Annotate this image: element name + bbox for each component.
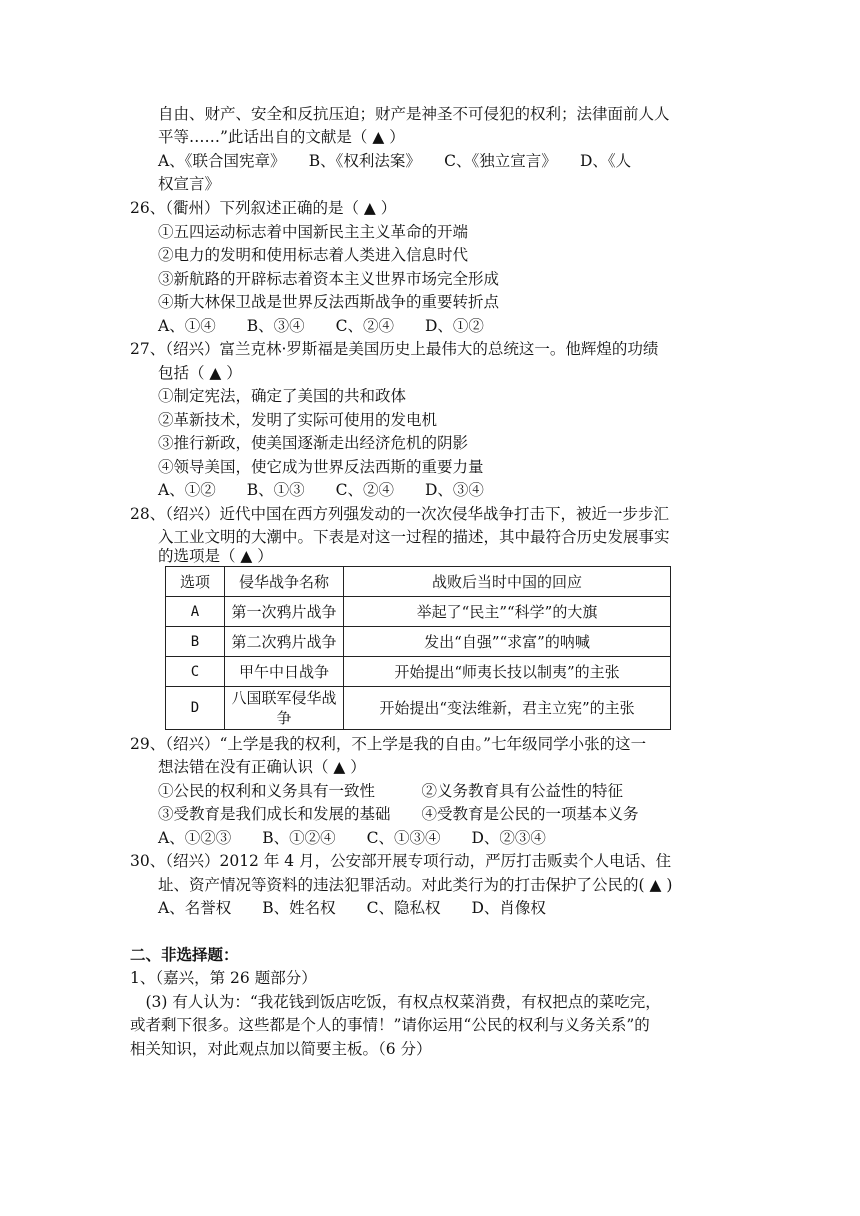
table-cell-option: D (166, 687, 225, 730)
q26-item-3: ③新航路的开辟标志着资本主义世界市场完全形成 (158, 270, 500, 288)
table-cell-war: 甲午中日战争 (225, 657, 344, 687)
table-cell-option: A (166, 597, 225, 627)
q29-items-row-1: ①公民的权利和义务具有一致性 ②义务教育具有公益性的特征 (158, 782, 624, 800)
table-row (166, 597, 671, 627)
q29-stem-line-1: 29、（绍兴）“上学是我的权利，不上学是我的自由。”七年级同学小张的这一 (130, 735, 647, 753)
q25-options-line-2: 权宣言》 (158, 175, 221, 193)
s2-q1-line-1: (3) 有人认为：“我花钱到饭店吃饭，有权点权菜消费，有权把点的菜吃完， (130, 993, 661, 1011)
q29-stem-line-2: 想法错在没有正确认识（ ▲ ） (158, 758, 366, 776)
q27-item-2: ②革新技术，发明了实际可使用的发电机 (158, 411, 438, 429)
q29-options: A、①②③ B、①②④ C、①③④ D、②③④ (158, 829, 546, 847)
q25-stem-line-1: 自由、财产、安全和反抗压迫；财产是神圣不可侵犯的权利；法律面前人人 (158, 105, 670, 123)
q25-options-line-1: A、《联合国宪章》 B、《权利法案》 C、《独立宣言》 D、《人 (158, 152, 632, 170)
table-cell-option: C (166, 657, 225, 687)
table-cell-war: 第一次鸦片战争 (225, 597, 344, 627)
q27-stem-line-1: 27、（绍兴）富兰克林·罗斯福是美国历史上最伟大的总统这一。他辉煌的功绩 (130, 340, 659, 358)
q28-stem-line-2: 入工业文明的大潮中。下表是对这一过程的描述，其中最符合历史发展事实 (158, 528, 670, 546)
q28-stem-line-3: 的选项是（ ▲ ） (158, 547, 273, 565)
table-cell-option: B (166, 627, 225, 657)
s2-q1-line-3: 相关知识，对此观点加以简要主板。（6 分） (130, 1040, 432, 1058)
table-cell-response: 举起了“民主”“科学”的大旗 (344, 597, 671, 627)
q28-options-table (165, 566, 671, 730)
q26-item-2: ②电力的发明和使用标志着人类进入信息时代 (158, 246, 469, 264)
q26-item-4: ④斯大林保卫战是世界反法西斯战争的重要转折点 (158, 293, 500, 311)
q29-items-row-2: ③受教育是我们成长和发展的基础 ④受教育是公民的一项基本义务 (158, 805, 639, 823)
q27-item-3: ③推行新政，使美国逐渐走出经济危机的阴影 (158, 434, 469, 452)
q28-stem-line-1: 28、（绍兴）近代中国在西方列强发动的一次次侵华战争打击下，被近一步步汇 (130, 505, 669, 523)
table-row (166, 687, 671, 730)
table-cell-response: 开始提出“师夷长技以制夷”的主张 (344, 657, 671, 687)
table-header-cell: 选项 (166, 567, 225, 597)
table-cell-response: 开始提出“变法维新，君主立宪”的主张 (344, 687, 671, 730)
q26-item-1: ①五四运动标志着中国新民主主义革命的开端 (158, 223, 469, 241)
q26-options: A、①④ B、③④ C、②④ D、①② (158, 317, 484, 335)
table-cell-war: 第二次鸦片战争 (225, 627, 344, 657)
table-cell-response: 发出“自强”“求富”的呐喊 (344, 627, 671, 657)
table-header-cell: 战败后当时中国的回应 (344, 567, 671, 597)
table-header-row (166, 567, 671, 597)
s2-q1-stem: 1、（嘉兴，第 26 题部分） (130, 969, 317, 987)
q27-stem-line-2: 包括（ ▲ ） (158, 364, 242, 382)
section-heading: 二、非选择题： (130, 945, 239, 964)
q30-stem-line-1: 30、（绍兴）2012 年 4 月，公安部开展专项行动，严厉打击贩卖个人电话、住 (130, 852, 672, 870)
q27-options: A、①② B、①③ C、②④ D、③④ (158, 481, 484, 499)
s2-q1-line-2: 或者剩下很多。这些都是个人的事情！”请你运用“公民的权利与义务关系”的 (130, 1016, 650, 1034)
q27-item-4: ④领导美国，使它成为世界反法西斯的重要力量 (158, 458, 484, 476)
table-cell-war: 八国联军侵华战争 (225, 687, 344, 730)
q30-options: A、名誉权 B、姓名权 C、隐私权 D、肖像权 (158, 899, 546, 917)
table-row (166, 657, 671, 687)
q30-stem-line-2: 址、资产情况等资料的违法犯罪活动。对此类行为的打击保护了公民的( ▲ ) (158, 876, 673, 894)
table-row (166, 627, 671, 657)
q25-stem-line-2: 平等……”此话出自的文献是（ ▲ ） (158, 128, 405, 146)
table-header-cell: 侵华战争名称 (225, 567, 344, 597)
q26-stem: 26、（衢州）下列叙述正确的是（ ▲ ） (130, 199, 397, 217)
q27-item-1: ①制定宪法，确定了美国的共和政体 (158, 387, 407, 405)
